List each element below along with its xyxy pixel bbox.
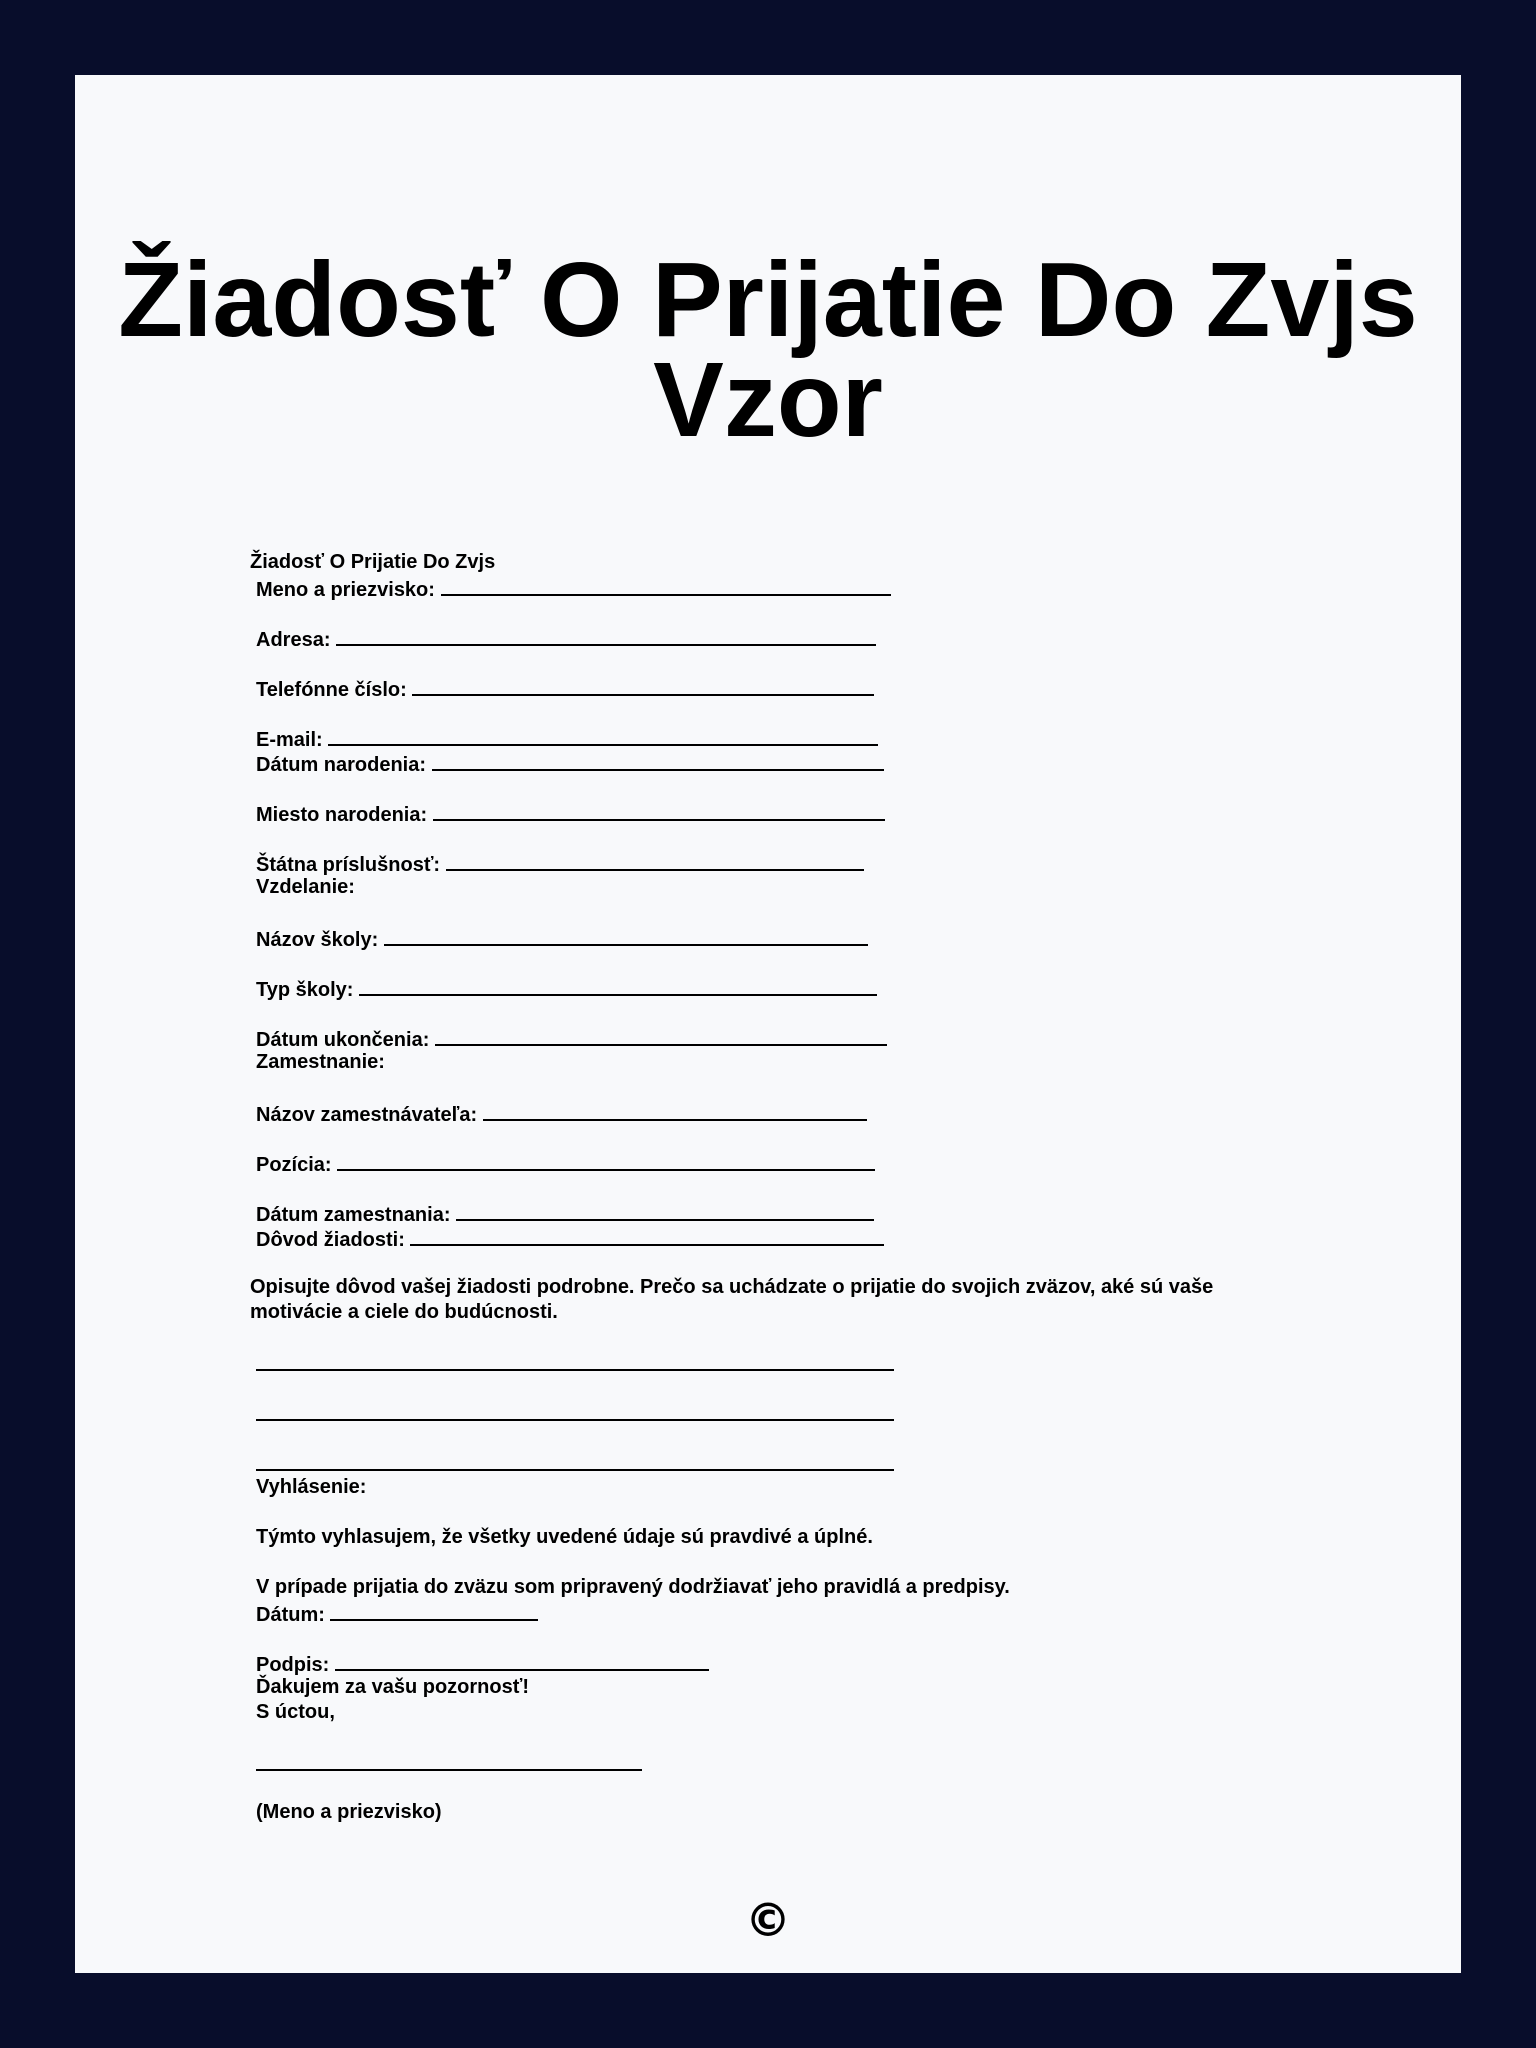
reason-row <box>256 1225 1310 1250</box>
pob-label: Miesto narodenia: <box>256 804 433 826</box>
address-row <box>256 625 1310 650</box>
phone-line[interactable] <box>412 675 874 696</box>
date-label: Dátum: <box>256 1604 331 1626</box>
address-line[interactable] <box>336 625 876 646</box>
education-heading: Vzdelanie: <box>256 876 355 898</box>
declaration-text-2: V prípade prijatia do zväzu som pripravený dodržiavať jeho pravidlá a predpisy. <box>256 1576 1010 1598</box>
signature-label: Podpis: <box>256 1654 335 1676</box>
email-label: E-mail: <box>256 729 329 751</box>
form-heading: Žiadosť O Prijatie Do Zvjs <box>250 551 496 573</box>
signature-row <box>256 1650 1310 1675</box>
citizenship-label: Štátna príslušnosť: <box>256 854 446 876</box>
application-form <box>250 550 1310 1825</box>
document-page <box>75 75 1461 1973</box>
reason-line-3-row <box>256 1450 1310 1475</box>
reason-text-line-3[interactable] <box>256 1450 894 1471</box>
employer-row <box>256 1100 1310 1125</box>
school-type-label: Typ školy: <box>256 979 359 1001</box>
final-name-row <box>256 1750 1310 1775</box>
reason-instructions: Opisujte dôvod vašej žiadosti podrobne. Prečo sa uchádzate o prijatie do svojich zväzov, aké sú vaše motivácie a ciele do budúcnosti. <box>250 1276 1214 1323</box>
signature-line[interactable] <box>335 1650 709 1671</box>
school-name-row <box>256 925 1310 950</box>
reason-text-line-2[interactable] <box>256 1400 894 1421</box>
citizenship-line[interactable] <box>446 850 864 871</box>
title-line-1: Žiadosť O Prijatie Do Zvjs <box>118 241 1418 359</box>
graduation-label: Dátum ukončenia: <box>256 1029 435 1051</box>
copyright-icon: © <box>745 1893 791 1947</box>
name-label: Meno a priezvisko: <box>256 579 441 601</box>
graduation-row <box>256 1025 1310 1050</box>
address-label: Adresa: <box>256 629 337 651</box>
employment-heading: Zamestnanie: <box>256 1051 385 1073</box>
name-caption: (Meno a priezvisko) <box>256 1801 442 1823</box>
reason-label: Dôvod žiadosti: <box>256 1229 411 1251</box>
pob-line[interactable] <box>433 800 885 821</box>
citizenship-row <box>256 850 1310 875</box>
email-line[interactable] <box>328 725 878 746</box>
graduation-line[interactable] <box>435 1025 887 1046</box>
declaration-text-1: Týmto vyhlasujem, že všetky uvedené údaje sú pravdivé a úplné. <box>256 1526 873 1548</box>
date-line[interactable] <box>330 1600 538 1621</box>
reason-line[interactable] <box>410 1225 884 1246</box>
reason-line-2-row <box>256 1400 1310 1425</box>
position-row <box>256 1150 1310 1175</box>
email-row <box>256 725 1310 750</box>
school-type-row <box>256 975 1310 1000</box>
employment-date-line[interactable] <box>456 1200 874 1221</box>
reason-line-1-row <box>256 1350 1310 1375</box>
school-name-label: Názov školy: <box>256 929 384 951</box>
final-name-line[interactable] <box>256 1750 642 1771</box>
name-line[interactable] <box>441 575 891 596</box>
employer-label: Názov zamestnávateľa: <box>256 1104 483 1126</box>
position-line[interactable] <box>337 1150 875 1171</box>
school-type-line[interactable] <box>359 975 877 996</box>
employment-date-row <box>256 1200 1310 1225</box>
date-row <box>256 1600 1310 1625</box>
pob-row <box>256 800 1310 825</box>
phone-label: Telefónne číslo: <box>256 679 413 701</box>
employer-line[interactable] <box>483 1100 867 1121</box>
school-name-line[interactable] <box>384 925 868 946</box>
employment-date-label: Dátum zamestnania: <box>256 1204 457 1226</box>
phone-row <box>256 675 1310 700</box>
document-title <box>75 241 1461 459</box>
closing-text: S úctou, <box>256 1701 335 1723</box>
reason-text-line-1[interactable] <box>256 1350 894 1371</box>
title-line-2: Vzor <box>653 341 883 459</box>
name-row <box>256 575 1310 600</box>
position-label: Pozícia: <box>256 1154 338 1176</box>
dob-line[interactable] <box>432 750 884 771</box>
dob-label: Dátum narodenia: <box>256 754 432 776</box>
dob-row <box>256 750 1310 775</box>
declaration-heading: Vyhlásenie: <box>256 1476 367 1498</box>
thanks-text: Ďakujem za vašu pozornosť! <box>256 1676 529 1698</box>
